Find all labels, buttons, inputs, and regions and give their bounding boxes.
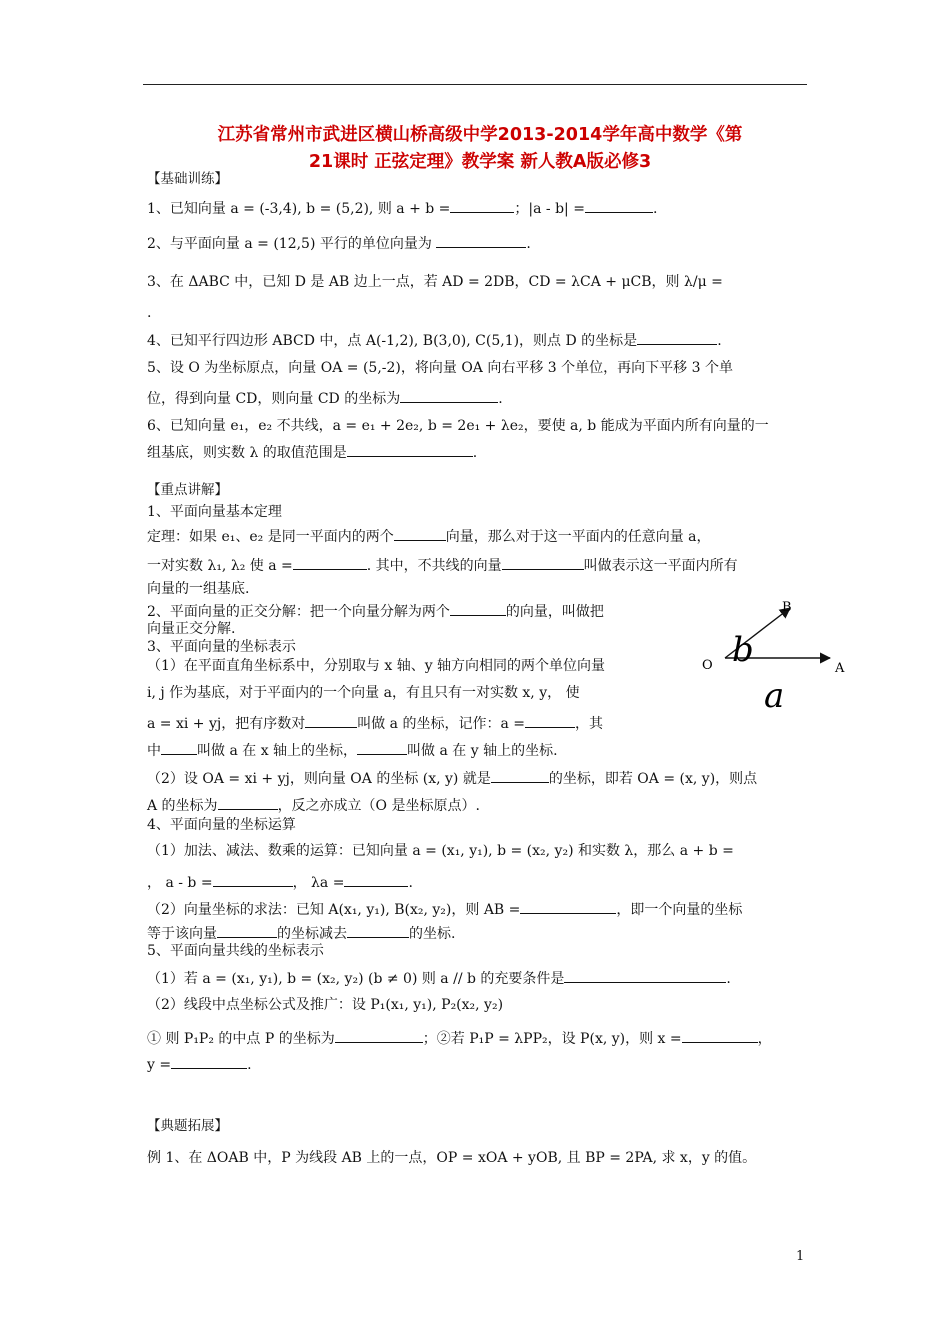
key-1-line-a bbox=[147, 526, 711, 546]
key-4-line-b bbox=[147, 872, 413, 892]
k3c2-text: 叫做 a 的坐标，记作：a = bbox=[357, 716, 526, 732]
basic-question-4: 4、已知平行四边形 ABCD 中，点 A(-1,2), B(3,0), C(5,1)，则点 D 的坐标是 . bbox=[147, 330, 722, 350]
k3d-blank-2 bbox=[357, 740, 407, 755]
label-o: O bbox=[702, 658, 713, 673]
q1-text: 1、已知向量 a = (-3,4), b = (5,2), 则 a + b = bbox=[147, 201, 451, 217]
k5d-blank bbox=[171, 1054, 247, 1069]
key-3-line-a: （1）在平面直角坐标系中，分别取与 x 轴、y 轴方向相同的两个单位向量 bbox=[147, 658, 606, 674]
key-1-heading: 1、平面向量基本定理 bbox=[147, 504, 282, 520]
basic-question-5a: 5、设 O 为坐标原点，向量 OA = (5,-2)，将向量 OA 向右平移 3 个单位，再向下平移 3 个单 bbox=[147, 360, 733, 376]
k3e2-text: 的坐标，即若 OA = (x, y)，则点 bbox=[548, 771, 758, 787]
key-2-line-b: 向量正交分解. bbox=[147, 621, 236, 637]
key-5-line-d bbox=[147, 1054, 252, 1074]
k4b-blank-2 bbox=[344, 872, 408, 887]
q1-blank-norm bbox=[585, 198, 653, 213]
key-3-line-e bbox=[147, 768, 757, 788]
k1a-text: 定理：如果 e₁、e₂ 是同一平面内的两个 bbox=[147, 529, 394, 545]
q5-blank bbox=[400, 388, 498, 403]
k3d-text: 中 bbox=[147, 743, 161, 759]
label-b: B bbox=[782, 600, 792, 615]
symbol-b: b bbox=[732, 630, 754, 670]
vector-diagram bbox=[690, 595, 860, 725]
k4b2-text: ， λa = bbox=[292, 875, 345, 891]
key-3-line-b: i, j 作为基底，对于平面内的一个向量 a，有且只有一对实数 x, y， 使 bbox=[147, 685, 580, 701]
section-basic-heading: 【基础训练】 bbox=[147, 171, 228, 187]
k1b-blank-2 bbox=[502, 555, 584, 570]
q2-text: 2、与平面向量 a = (12,5) 平行的单位向量为 bbox=[147, 236, 432, 252]
k5d2-text: . bbox=[247, 1057, 252, 1073]
header-rule bbox=[143, 84, 807, 85]
basic-question-1: 1、已知向量 a = (-3,4), b = (5,2), 则 a + b = ；|a - b| = . bbox=[147, 198, 657, 218]
k1b-text: 一对实数 λ₁, λ₂ 使 a = bbox=[147, 558, 293, 574]
k4d-blank-2 bbox=[347, 923, 409, 938]
k5a2-text: . bbox=[726, 971, 731, 987]
title-line-1: 江苏省常州市武进区横山桥高级中学2013-2014学年高中数学《第 bbox=[217, 125, 743, 145]
k5c3-text: ， bbox=[757, 1031, 772, 1047]
k5c-text: ① 则 P₁P₂ 的中点 P 的坐标为 bbox=[147, 1031, 335, 1047]
k3d-blank bbox=[161, 740, 197, 755]
k5d-text: y = bbox=[147, 1057, 172, 1073]
k2-blank bbox=[450, 601, 506, 616]
q1-text-b: ；|a - b| = bbox=[514, 201, 585, 217]
k4c-blank bbox=[520, 899, 616, 914]
k4d2-text: 的坐标减去 bbox=[277, 926, 347, 942]
q4-text: 4、已知平行四边形 ABCD 中，点 A(-1,2), B(3,0), C(5,1)，则点 D 的坐标是 bbox=[147, 333, 638, 349]
key-5-line-a bbox=[147, 968, 731, 988]
basic-question-2: 2、与平面向量 a = (12,5) 平行的单位向量为 . bbox=[147, 233, 531, 253]
key-1-line-b bbox=[147, 555, 738, 575]
k3c-text: a = xi + yj，把有序数对 bbox=[147, 716, 306, 732]
k5c-blank-2 bbox=[682, 1028, 758, 1043]
key-4-line-d bbox=[147, 923, 455, 943]
key-3-line-f bbox=[147, 795, 480, 815]
k3c-blank-2 bbox=[525, 713, 575, 728]
k4b-blank bbox=[213, 872, 293, 887]
k4b-text: ， a - b = bbox=[147, 875, 213, 891]
q2-blank bbox=[436, 233, 526, 248]
k3e-text: （2）设 OA = xi + yj，则向量 OA 的坐标 (x, y) 就是 bbox=[147, 771, 491, 787]
symbol-a: a bbox=[764, 676, 785, 716]
k3f-text: A 的坐标为 bbox=[147, 798, 218, 814]
section-extend-heading: 【典题拓展】 bbox=[147, 1118, 228, 1134]
k4c2-text: ，即一个向量的坐标 bbox=[616, 902, 743, 918]
q4-blank bbox=[637, 330, 717, 345]
page-number: 1 bbox=[796, 1249, 805, 1264]
k5a-text: （1）若 a = (x₁, y₁), b = (x₂, y₂) (b ≠ 0) 则 a // b 的充要条件是 bbox=[147, 971, 565, 987]
k5c2-text: ；②若 P₁P = λPP₂，设 P(x, y)，则 x = bbox=[422, 1031, 682, 1047]
k5c-blank bbox=[335, 1028, 423, 1043]
key-3-line-d bbox=[147, 740, 558, 760]
q1-blank-sum bbox=[450, 198, 514, 213]
q6-blank bbox=[347, 442, 473, 457]
k2a-text: 2、平面向量的正交分解：把一个向量分解为两个 bbox=[147, 604, 450, 620]
basic-question-6b: 组基底，则实数 λ 的取值范围是 . bbox=[147, 442, 477, 462]
basic-question-3 bbox=[147, 273, 723, 291]
label-a: A bbox=[835, 661, 845, 676]
k3c-blank bbox=[305, 713, 357, 728]
key-3-heading: 3、平面向量的坐标表示 bbox=[147, 639, 296, 655]
k1a-blank bbox=[394, 526, 446, 541]
k3d3-text: 叫做 a 在 y 轴上的坐标. bbox=[407, 743, 558, 759]
q5b-text: 位，得到向量 CD，则向量 CD 的坐标为 bbox=[147, 391, 401, 407]
k1a2-text: 向量，那么对于这一平面内的任意向量 a， bbox=[445, 529, 711, 545]
k5a-blank bbox=[564, 968, 726, 983]
k4d-text: 等于该向量 bbox=[147, 926, 217, 942]
key-5-heading: 5、平面向量共线的坐标表示 bbox=[147, 943, 324, 959]
key-3-line-c bbox=[147, 713, 603, 733]
k3e-blank bbox=[491, 768, 549, 783]
extend-example-1: 例 1、在 ΔOAB 中，P 为线段 AB 上的一点，OP = xOA + yOB, 且 BP = 2PA, 求 x，y 的值。 bbox=[147, 1150, 757, 1166]
k3d2-text: 叫做 a 在 x 轴上的坐标， bbox=[197, 743, 358, 759]
key-1-line-c: 向量的一组基底. bbox=[147, 581, 250, 597]
q6b-text: 组基底，则实数 λ 的取值范围是 bbox=[147, 445, 347, 461]
q3-text: 3、在 ΔABC 中，已知 D 是 AB 边上一点，若 AD = 2DB，CD = λCA + μCB，则 λ/μ = bbox=[147, 274, 723, 290]
k4d3-text: 的坐标. bbox=[409, 926, 456, 942]
k1b3-text: 叫做表示这一平面内所有 bbox=[583, 558, 738, 574]
k4d-blank bbox=[217, 923, 277, 938]
q3-period: . bbox=[147, 305, 152, 321]
k1b-blank bbox=[293, 555, 367, 570]
key-2-line-a bbox=[147, 601, 604, 621]
key-4-line-c bbox=[147, 899, 742, 919]
key-4-line-a: （1）加法、减法、数乘的运算：已知向量 a = (x₁, y₁), b = (x₂, y₂) 和实数 λ，那么 a + b = bbox=[147, 843, 734, 859]
key-5-line-c bbox=[147, 1028, 772, 1048]
k2a2-text: 的向量，叫做把 bbox=[505, 604, 604, 620]
key-5-line-b: （2）线段中点坐标公式及推广：设 P₁(x₁, y₁), P₂(x₂, y₂) bbox=[147, 997, 504, 1013]
k4c-text: （2）向量坐标的求法：已知 A(x₁, y₁), B(x₂, y₂)，则 AB = bbox=[147, 902, 521, 918]
basic-question-6a: 6、已知向量 e₁，e₂ 不共线，a = e₁ + 2e₂, b = 2e₁ + λe₂，要使 a, b 能成为平面内所有向量的一 bbox=[147, 418, 769, 434]
key-4-heading: 4、平面向量的坐标运算 bbox=[147, 817, 296, 833]
basic-question-5b: 位，得到向量 CD，则向量 CD 的坐标为 . bbox=[147, 388, 503, 408]
k3f-blank bbox=[218, 795, 278, 810]
k4b3-text: . bbox=[408, 875, 413, 891]
document-title bbox=[150, 122, 810, 176]
k3c3-text: ，其 bbox=[575, 716, 604, 732]
k1b2-text: . 其中，不共线的向量 bbox=[366, 558, 502, 574]
k3f2-text: ，反之亦成立（O 是坐标原点）. bbox=[277, 798, 480, 814]
title-line-2: 21课时 正弦定理》教学案 新人教A版必修3 bbox=[308, 152, 652, 172]
section-key-heading: 【重点讲解】 bbox=[147, 482, 228, 498]
